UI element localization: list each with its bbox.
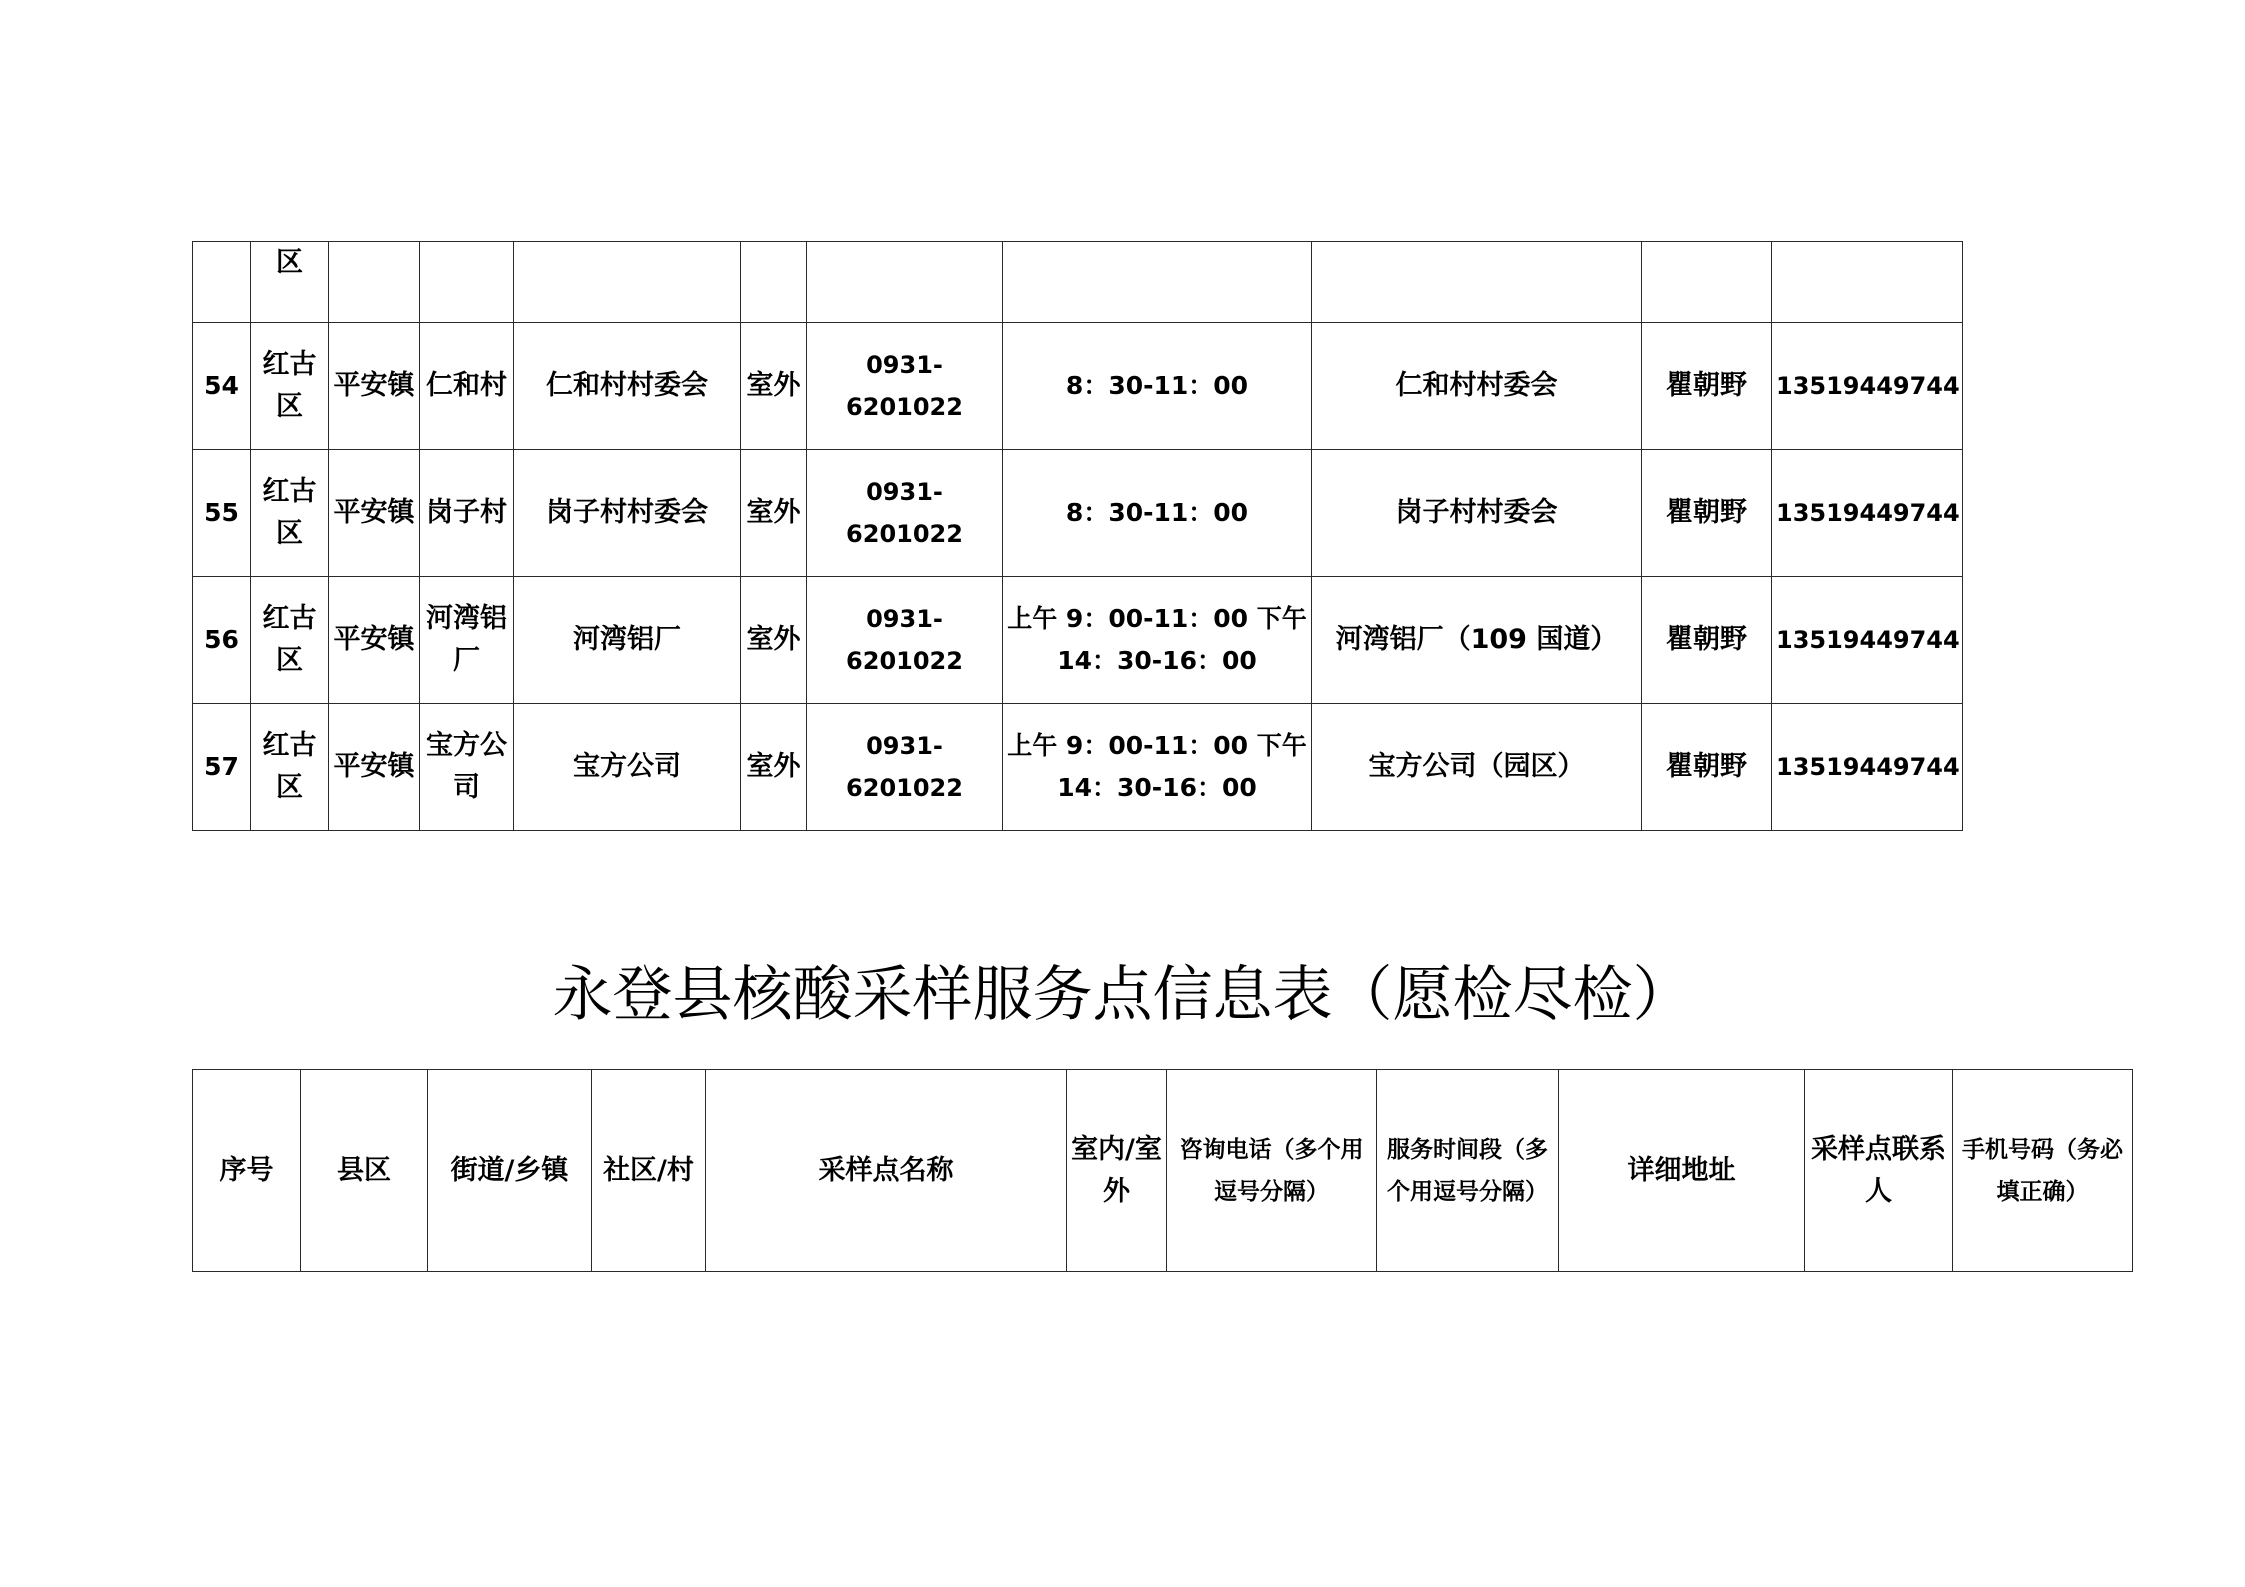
contact-cell bbox=[1642, 242, 1772, 323]
column-header-village: 社区/村 bbox=[592, 1070, 706, 1272]
village-cell bbox=[420, 242, 514, 323]
site-name-cell: 岗子村村委会 bbox=[514, 450, 741, 577]
column-header-town: 街道/乡镇 bbox=[428, 1070, 592, 1272]
site-name-cell: 仁和村村委会 bbox=[514, 323, 741, 450]
mobile-cell bbox=[1772, 242, 1963, 323]
index-cell bbox=[193, 242, 251, 323]
town-cell: 平安镇 bbox=[329, 704, 420, 831]
village-cell: 岗子村 bbox=[420, 450, 514, 577]
table-row bbox=[193, 577, 1963, 704]
sampling-sites-header-table bbox=[192, 1069, 2133, 1272]
service-time-cell: 上午 9：00-11：00 下午 14：30-16：00 bbox=[1003, 577, 1312, 704]
column-header-address: 详细地址 bbox=[1559, 1070, 1805, 1272]
column-header-contact: 采样点联系人 bbox=[1805, 1070, 1953, 1272]
indoor-outdoor-cell: 室外 bbox=[741, 704, 807, 831]
indoor-outdoor-cell: 室外 bbox=[741, 450, 807, 577]
column-header-indoor-outdoor: 室内/室外 bbox=[1067, 1070, 1167, 1272]
town-cell: 平安镇 bbox=[329, 577, 420, 704]
mobile-cell: 13519449744 bbox=[1772, 577, 1963, 704]
index-cell: 55 bbox=[193, 450, 251, 577]
county-cell: 红古区 bbox=[251, 577, 329, 704]
phone-cell: 0931-6201022 bbox=[807, 704, 1003, 831]
address-cell: 岗子村村委会 bbox=[1312, 450, 1642, 577]
table-row bbox=[193, 323, 1963, 450]
table-row bbox=[193, 704, 1963, 831]
site-name-cell: 宝方公司 bbox=[514, 704, 741, 831]
index-cell: 54 bbox=[193, 323, 251, 450]
index-cell: 57 bbox=[193, 704, 251, 831]
site-name-cell: 河湾铝厂 bbox=[514, 577, 741, 704]
sampling-sites-table-continued bbox=[192, 241, 1963, 831]
county-cell: 区 bbox=[251, 242, 329, 323]
phone-cell: 0931-6201022 bbox=[807, 577, 1003, 704]
column-header-site-name: 采样点名称 bbox=[706, 1070, 1067, 1272]
mobile-cell: 13519449744 bbox=[1772, 704, 1963, 831]
village-cell: 仁和村 bbox=[420, 323, 514, 450]
town-cell: 平安镇 bbox=[329, 450, 420, 577]
column-header-mobile: 手机号码（务必填正确） bbox=[1953, 1070, 2133, 1272]
address-cell: 河湾铝厂（109 国道） bbox=[1312, 577, 1642, 704]
table-row bbox=[193, 450, 1963, 577]
page-title: 永登县核酸采样服务点信息表（愿检尽检） bbox=[552, 960, 1693, 1030]
column-header-service-time: 服务时间段（多个用逗号分隔） bbox=[1377, 1070, 1559, 1272]
address-cell: 仁和村村委会 bbox=[1312, 323, 1642, 450]
table-row-continuation bbox=[193, 242, 1963, 323]
address-cell: 宝方公司（园区） bbox=[1312, 704, 1642, 831]
site-name-cell bbox=[514, 242, 741, 323]
phone-cell: 0931-6201022 bbox=[807, 450, 1003, 577]
village-cell: 河湾铝厂 bbox=[420, 577, 514, 704]
service-time-cell: 8：30-11：00 bbox=[1003, 450, 1312, 577]
county-cell: 红古区 bbox=[251, 450, 329, 577]
town-cell bbox=[329, 242, 420, 323]
phone-cell: 0931-6201022 bbox=[807, 323, 1003, 450]
service-time-cell: 8：30-11：00 bbox=[1003, 323, 1312, 450]
county-cell: 红古区 bbox=[251, 323, 329, 450]
header-row bbox=[193, 1070, 2133, 1272]
village-cell: 宝方公司 bbox=[420, 704, 514, 831]
indoor-outdoor-cell bbox=[741, 242, 807, 323]
column-header-phone: 咨询电话（多个用逗号分隔） bbox=[1167, 1070, 1377, 1272]
column-header-county: 县区 bbox=[301, 1070, 428, 1272]
contact-cell: 瞿朝野 bbox=[1642, 577, 1772, 704]
contact-cell: 瞿朝野 bbox=[1642, 450, 1772, 577]
contact-cell: 瞿朝野 bbox=[1642, 704, 1772, 831]
contact-cell: 瞿朝野 bbox=[1642, 323, 1772, 450]
indoor-outdoor-cell: 室外 bbox=[741, 323, 807, 450]
indoor-outdoor-cell: 室外 bbox=[741, 577, 807, 704]
index-cell: 56 bbox=[193, 577, 251, 704]
mobile-cell: 13519449744 bbox=[1772, 323, 1963, 450]
address-cell bbox=[1312, 242, 1642, 323]
town-cell: 平安镇 bbox=[329, 323, 420, 450]
column-header-index: 序号 bbox=[193, 1070, 301, 1272]
phone-cell bbox=[807, 242, 1003, 323]
service-time-cell bbox=[1003, 242, 1312, 323]
mobile-cell: 13519449744 bbox=[1772, 450, 1963, 577]
service-time-cell: 上午 9：00-11：00 下午 14：30-16：00 bbox=[1003, 704, 1312, 831]
county-cell: 红古区 bbox=[251, 704, 329, 831]
